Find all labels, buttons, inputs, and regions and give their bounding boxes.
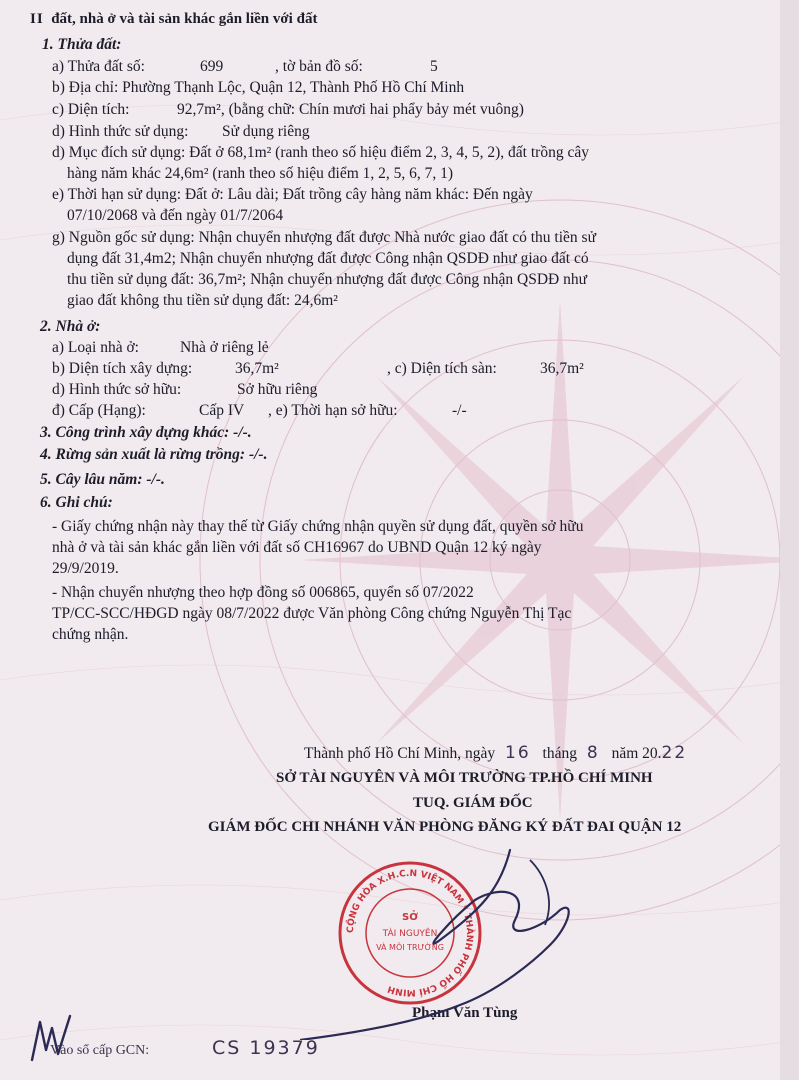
house-ownership-value: Sở hữu riêng xyxy=(237,381,318,398)
house-ownership-label: d) Hình thức sở hữu: xyxy=(52,381,182,398)
land-usage-form-value: Sử dụng riêng xyxy=(222,123,310,140)
note2-line3: chứng nhận. xyxy=(52,626,129,643)
seal-ring-text: CỘNG HÒA X.H.C.N VIỆT NAM * THÀNH PHỐ HỒ CHÍ MINH xyxy=(345,868,475,998)
land-map-label: , tờ bản đồ số: xyxy=(275,58,363,75)
page-title-prefix: II xyxy=(30,11,44,27)
house-floor-area-label: , c) Diện tích sàn: xyxy=(387,360,497,377)
seal-center-line2: TÀI NGUYÊN xyxy=(382,929,438,939)
signoff-date xyxy=(304,743,687,764)
land-map-number: 5 xyxy=(430,58,438,75)
production-forest: 4. Rừng sản xuất là rừng trồng: -/-. xyxy=(40,446,268,463)
page-title-text: đất, nhà ở và tài sản khác gắn liền với đất xyxy=(51,11,318,27)
land-term-line1: e) Thời hạn sử dụng: Đất ở: Lâu dài; Đất trồng cây hàng năm khác: Đến ngày xyxy=(52,186,533,203)
house-grade-label: đ) Cấp (Hạng): xyxy=(52,402,146,419)
perennial-trees: 5. Cây lâu năm: -/-. xyxy=(40,471,165,488)
land-parcel-number: 699 xyxy=(200,58,224,75)
house-type-label: a) Loại nhà ở: xyxy=(52,339,139,356)
signoff-year-label: năm 20. xyxy=(611,745,662,762)
page-title xyxy=(30,9,317,29)
land-purpose-line1: d) Mục đích sử dụng: Đất ở 68,1m² (ranh theo số hiệu điểm 2, 3, 4, 5, 2), đất trồng cây xyxy=(52,144,589,161)
note1-line2: nhà ở và tài sản khác gắn liền với đất số CH16967 do UBND Quận 12 ký ngày xyxy=(52,539,542,556)
house-heading: 2. Nhà ở: xyxy=(40,318,101,335)
signoff-month-label: tháng xyxy=(542,745,577,762)
house-term-value: -/- xyxy=(452,402,467,419)
land-term-line2: 07/10/2068 và đến ngày 01/7/2064 xyxy=(67,207,284,224)
note2-line1: - Nhận chuyển nhượng theo hợp đồng số 006865, quyển số 07/2022 xyxy=(52,584,474,601)
initials-signature xyxy=(22,1010,82,1070)
land-origin-line4: giao đất không thu tiền sử dụng đất: 24,6m² xyxy=(67,292,338,309)
registry-label: Vào sổ cấp GCN: xyxy=(50,1043,150,1058)
land-parcel-label: a) Thửa đất số: xyxy=(52,58,145,75)
other-constructions: 3. Công trình xây dựng khác: -/-. xyxy=(40,424,252,441)
land-origin-line2: dụng đất 31,4m2; Nhận chuyển nhượng đất được Công nhận QSDĐ như giao đất có xyxy=(67,250,589,267)
land-usage-form-label: d) Hình thức sử dụng: xyxy=(52,123,189,140)
registry-number: CS 19379 xyxy=(212,1037,320,1059)
official-seal-stamp xyxy=(335,858,485,1008)
note2-line2: TP/CC-SCC/HĐGD ngày 08/7/2022 được Văn phòng Công chứng Nguyễn Thị Tạc xyxy=(52,605,572,622)
house-build-area-label: b) Diện tích xây dựng: xyxy=(52,360,193,377)
land-origin-line3: thu tiền sử dụng đất: 36,7m²; Nhận chuyển nhượng đất được Công nhận QSDĐ như xyxy=(67,271,588,288)
land-heading: 1. Thửa đất: xyxy=(42,36,122,53)
seal-center-line3: VÀ MÔI TRƯỜNG xyxy=(376,943,444,952)
seal-center-line1: SỞ xyxy=(402,912,418,923)
signoff-month: 8 xyxy=(586,743,600,763)
signoff-role1: TUQ. GIÁM ĐỐC xyxy=(413,795,533,811)
note1-line3: 29/9/2019. xyxy=(52,560,119,577)
land-area-value: 92,7m², (bằng chữ: Chín mươi hai phẩy bảy mét vuông) xyxy=(177,101,524,118)
notes-heading: 6. Ghi chú: xyxy=(40,494,113,511)
signer-name: Phạm Văn Tùng xyxy=(412,1005,518,1021)
signoff-year: 22 xyxy=(661,743,688,763)
house-floor-area-value: 36,7m² xyxy=(540,360,584,377)
signoff-role2: GIÁM ĐỐC CHI NHÁNH VĂN PHÒNG ĐĂNG KÝ ĐẤT ĐAI QUẬN 12 xyxy=(208,819,682,835)
signoff-day: 16 xyxy=(505,743,531,763)
land-address: b) Địa chỉ: Phường Thạnh Lộc, Quận 12, Thành Phố Hồ Chí Minh xyxy=(52,79,465,96)
signoff-place: Thành phố Hồ Chí Minh, ngày xyxy=(304,745,496,762)
land-purpose-line2: hàng năm khác 24,6m² (ranh theo số hiệu điểm 1, 2, 5, 6, 7, 1) xyxy=(67,165,454,182)
house-build-area-value: 36,7m² xyxy=(235,360,279,377)
house-grade-value: Cấp IV xyxy=(199,402,245,419)
house-term-label: , e) Thời hạn sở hữu: xyxy=(268,402,398,419)
signoff-org: SỞ TÀI NGUYÊN VÀ MÔI TRƯỜNG TP.HỒ CHÍ MINH xyxy=(276,770,653,786)
note1-line1: - Giấy chứng nhận này thay thế từ Giấy chứng nhận quyền sử dụng đất, quyền sở hữu xyxy=(52,518,584,535)
house-type-value: Nhà ở riêng lẻ xyxy=(180,339,269,356)
land-origin-line1: g) Nguồn gốc sử dụng: Nhận chuyển nhượng đất được Nhà nước giao đất có thu tiền sử xyxy=(52,229,596,246)
land-area-label: c) Diện tích: xyxy=(52,101,130,118)
